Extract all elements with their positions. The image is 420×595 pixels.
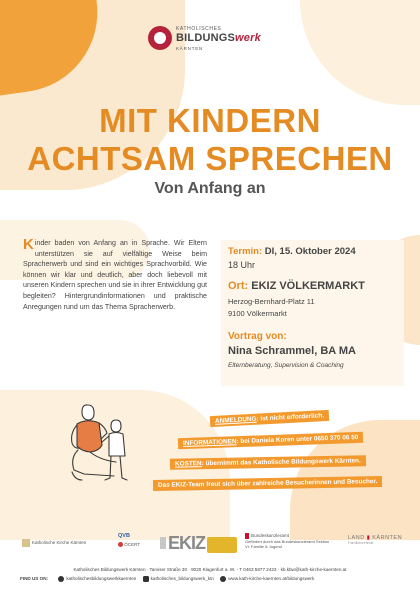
speaker-name: Nina Schrammel, BA MA bbox=[228, 345, 356, 357]
information-label: INFORMATIONEN bbox=[182, 438, 237, 448]
registration-text: : ist nicht erforderlich. bbox=[256, 412, 325, 423]
ekiz-icon bbox=[160, 537, 166, 549]
lk-crest-icon: ▮ bbox=[366, 535, 371, 541]
lk-sub: Familienreferat bbox=[348, 541, 374, 545]
event-date-value: DI, 15. Oktober 2024 bbox=[264, 246, 356, 257]
event-info-box bbox=[221, 240, 404, 386]
logo-oecert bbox=[118, 542, 140, 547]
logo-land-kaernten bbox=[348, 535, 402, 545]
talk-label: Vortrag von: bbox=[228, 331, 287, 342]
bildungswerk-logo bbox=[148, 26, 278, 56]
event-place-label: Ort: bbox=[228, 280, 249, 292]
lk-text-b: KÄRNTEN bbox=[372, 535, 403, 541]
event-time: 18 Uhr bbox=[228, 260, 256, 270]
logo-yellow-badge bbox=[207, 537, 237, 553]
event-city: 9100 Völkermarkt bbox=[228, 309, 287, 318]
web-icon bbox=[220, 576, 226, 582]
logo-ekiz bbox=[160, 533, 205, 554]
welcome-banner: Das EKIZ-Team freut sich über zahlreiche Besucherinnen und Besucher. bbox=[153, 476, 383, 491]
partner-logos bbox=[0, 533, 420, 563]
instagram-icon bbox=[143, 576, 149, 582]
logo-top-text: KATHOLISCHES bbox=[176, 26, 222, 32]
footer-address: Katholisches Bildungswerk Kärnten · Tarviser Straße 30 · 9020 Klagenfurt a. W. · T 0463 5877 2423 · kb.kbw@kath-kirche-kaernten.at bbox=[73, 567, 347, 572]
parent-child-illustration bbox=[50, 392, 140, 492]
costs-label: KOSTEN bbox=[174, 460, 202, 468]
oecert-dot-icon bbox=[118, 542, 123, 547]
logo-oecert-text: ÖCERT bbox=[124, 542, 140, 547]
rose-logo-icon bbox=[148, 26, 172, 50]
costs-text: : übernimmt das Katholische Bildungswerk Kärnten. bbox=[201, 457, 361, 468]
event-place bbox=[228, 280, 365, 292]
find-us-label: FIND US ON: bbox=[20, 576, 49, 582]
event-date-label: Termin: bbox=[228, 246, 263, 257]
logo-kk-text: Katholische Kirche Kärnten bbox=[32, 540, 87, 546]
logo-katholische-kirche bbox=[22, 539, 86, 547]
instagram-link[interactable]: katholisches_bildungswerk_ktn bbox=[150, 576, 214, 582]
event-date bbox=[228, 246, 356, 257]
bund-title: Bundeskanzleramt bbox=[251, 533, 290, 539]
event-street: Herzog-Bernhard-Platz 11 bbox=[228, 297, 315, 306]
facebook-icon bbox=[58, 576, 64, 582]
bund-text: Gefördert durch das Bundeskanzleramt Sektion VI: Familie & Jugend bbox=[245, 539, 330, 549]
intro-text: inder baden von Anfang an in Sprache. Wir Eltern unterstützen sie auf vielfältige Weise beim Spracherwerb und sind ein wichtiges Sprachvorbild. Wie können wir klar und deutlich, aber doch liebevoll mit unseren Kindern sprechen und sie in ihrer Entwicklung gut begleiten? Hintergrundinformationen und praktische Anregungen rund um das Thema Spracherwerb. bbox=[23, 239, 207, 311]
information-text: : bei Daniela Koren unter 0650 370 06 50 bbox=[236, 433, 359, 446]
logo-ekiz-text: EKIZ bbox=[168, 533, 206, 553]
website-link[interactable]: www.kath-kirche-kaernten.at/bildungswerk bbox=[228, 576, 315, 582]
event-place-value: EKIZ VÖLKERMARKT bbox=[251, 280, 365, 292]
registration-label: ANMELDUNG bbox=[214, 415, 257, 425]
logo-bottom-text: KÄRNTEN bbox=[176, 46, 204, 51]
logo-main-b: werk bbox=[235, 32, 261, 44]
registration-banner bbox=[210, 410, 329, 427]
logo-qvb bbox=[118, 533, 140, 547]
lk-text-a: LAND bbox=[348, 535, 365, 541]
title-line-1: MIT KINDERN bbox=[99, 102, 321, 139]
facebook-link[interactable]: katholischesbildungswerkkaernten bbox=[66, 576, 137, 582]
logo-qvb-text: QVB bbox=[118, 533, 130, 539]
footer-social bbox=[20, 576, 410, 582]
church-icon bbox=[22, 539, 30, 547]
title-line-2: ACHTSAM SPRECHEN bbox=[27, 140, 393, 177]
logo-main-text bbox=[176, 32, 261, 44]
subtitle: Von Anfang an bbox=[154, 180, 266, 197]
intro-paragraph bbox=[23, 238, 207, 312]
speaker-role: Elternberatung, Supervision & Coaching bbox=[228, 362, 344, 369]
logo-main-a: BILDUNGS bbox=[176, 32, 236, 44]
decor-shape-top-right bbox=[300, 0, 420, 105]
logo-bundeskanzleramt bbox=[245, 533, 330, 549]
intro-dropcap: K bbox=[23, 236, 34, 253]
